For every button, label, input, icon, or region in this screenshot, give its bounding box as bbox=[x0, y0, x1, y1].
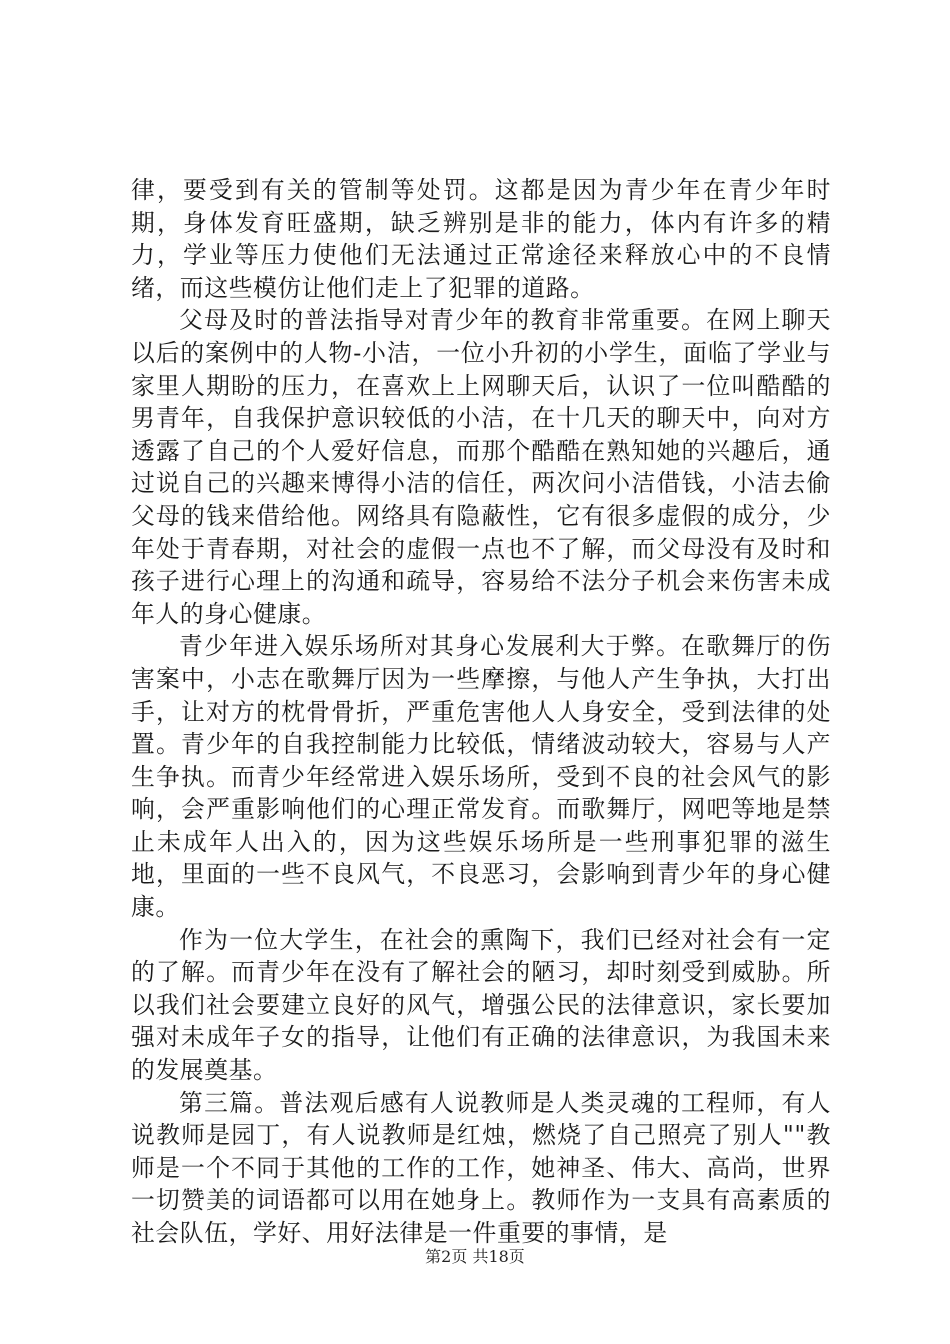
paragraph-third-article: 第三篇。普法观后感有人说教师是人类灵魂的工程师，有人说教师是园丁，有人说教师是红烛，燃烧了自己照亮了别人""教师是一个不同于其他的工作的工作，她神圣、伟大、高尚，世界一切赞美的词语都可以用在她身上。教师作为一支具有高素质的社会队伍，学好、用好法律是一件重要的事情，是 bbox=[131, 1088, 831, 1247]
document-body bbox=[131, 174, 831, 1250]
paragraph-entertainment-venues: 青少年进入娱乐场所对其身心发展利大于弊。在歌舞厅的伤害案中，小志在歌舞厅因为一些摩擦，与他人产生争执，大打出手，让对方的枕骨骨折，严重危害他人人身安全，受到法律的处置。青少年的自我控制能力比较低，情绪波动较大，容易与人产生争执。而青少年经常进入娱乐场所，受到不良的社会风气的影响，会严重影响他们的心理正常发育。而歌舞厅，网吧等地是禁止未成年人出入的，因为这些娱乐场所是一些刑事犯罪的滋生地，里面的一些不良风气，不良恶习，会影响到青少年的身心健康。 bbox=[131, 632, 831, 922]
paragraph-continuation: 律，要受到有关的管制等处罚。这都是因为青少年在青少年时期，身体发育旺盛期，缺乏辨别是非的能力，体内有许多的精力，学业等压力使他们无法通过正常途径来释放心中的不良情绪，而这些模仿让他们走上了犯罪的道路。 bbox=[131, 176, 831, 302]
paragraph-parental-guidance: 父母及时的普法指导对青少年的教育非常重要。在网上聊天以后的案例中的人物-小洁，一位小升初的小学生，面临了学业与家里人期盼的压力，在喜欢上上网聊天后，认识了一位叫酷酷的男青年，自我保护意识较低的小洁，在十几天的聊天中，向对方透露了自己的个人爱好信息，而那个酷酷在熟知她的兴趣后，通过说自己的兴趣来博得小洁的信任，两次问小洁借钱，小洁去偷父母的钱来借给他。网络具有隐蔽性，它有很多虚假的成分，少年处于青春期，对社会的虚假一点也不了解，而父母没有及时和孩子进行心理上的沟通和疏导，容易给不法分子机会来伤害未成年人的身心健康。 bbox=[131, 306, 831, 628]
paragraph-conclusion: 作为一位大学生，在社会的熏陶下，我们已经对社会有一定的了解。而青少年在没有了解社会的陋习，却时刻受到威胁。所以我们社会要建立良好的风气，增强公民的法律意识，家长要加强对未成年子女的指导，让他们有正确的法律意识，为我国未来的发展奠基。 bbox=[131, 925, 831, 1085]
page-number-footer: 第2页 共18页 bbox=[425, 1247, 525, 1266]
